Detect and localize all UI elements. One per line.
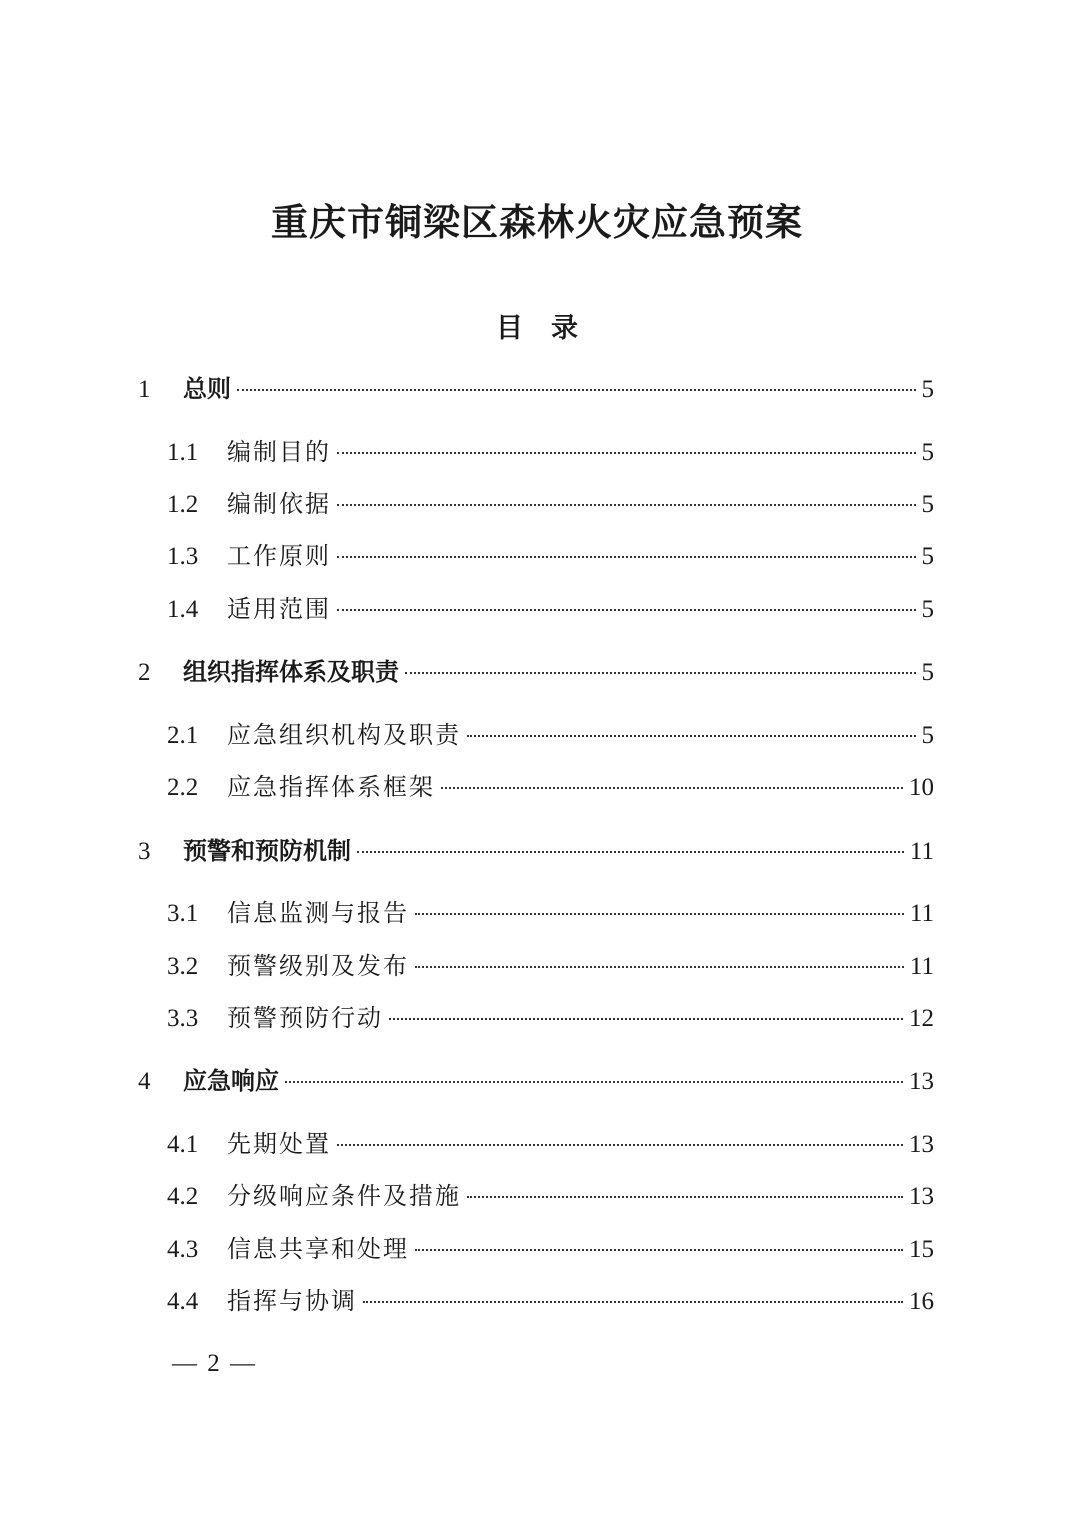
- toc-leader-dots: [337, 504, 916, 506]
- toc-heading: 目录: [496, 313, 606, 344]
- toc-entry-3[interactable]: [138, 831, 934, 871]
- toc-entry-1-3[interactable]: [167, 536, 934, 576]
- toc-page-number: 5: [921, 659, 934, 686]
- toc-leader-dots: [415, 966, 904, 968]
- toc-entry-2-1[interactable]: [167, 715, 934, 755]
- toc-number: 1.4: [167, 596, 199, 623]
- toc-leader-dots: [237, 389, 916, 391]
- toc-entry-3-3[interactable]: [167, 998, 934, 1038]
- toc-title: 适用范围: [227, 595, 331, 623]
- toc-page-number: 5: [921, 376, 934, 403]
- toc-title: 信息共享和处理: [227, 1235, 409, 1263]
- toc-page-number: 15: [909, 1236, 934, 1263]
- toc-title: 组织指挥体系及职责: [183, 658, 399, 686]
- toc-title: 指挥与协调: [227, 1287, 357, 1315]
- toc-entry-4-4[interactable]: [167, 1281, 934, 1321]
- toc-page-number: 5: [921, 543, 934, 570]
- toc-leader-dots: [363, 1301, 903, 1303]
- toc-entry-3-1[interactable]: [167, 893, 934, 933]
- toc-number: 4.2: [167, 1183, 199, 1210]
- toc-number: 3.3: [167, 1005, 199, 1032]
- toc-leader-dots: [415, 1249, 903, 1251]
- toc-number: 3.1: [167, 900, 199, 927]
- toc-number: 3: [138, 838, 151, 865]
- toc-number: 4.1: [167, 1131, 199, 1158]
- toc-page-number: 11: [909, 838, 934, 865]
- toc-page-number: 13: [909, 1183, 934, 1210]
- toc-number: 4: [138, 1068, 151, 1095]
- toc-title: 应急响应: [183, 1067, 279, 1095]
- toc-leader-dots: [405, 672, 916, 674]
- toc-title: 分级响应条件及措施: [227, 1182, 461, 1210]
- toc-leader-dots: [467, 735, 916, 737]
- toc-entry-1-2[interactable]: [167, 484, 934, 524]
- toc-page-number: 13: [909, 1068, 934, 1095]
- toc-page-number: 11: [909, 953, 934, 980]
- toc-title: 预警预防行动: [227, 1004, 383, 1032]
- toc-title: 预警和预防机制: [183, 837, 351, 865]
- toc-page-number: 16: [909, 1288, 934, 1315]
- toc-entry-3-2[interactable]: [167, 946, 934, 986]
- toc-leader-dots: [337, 609, 916, 611]
- toc-title: 编制目的: [227, 438, 331, 466]
- toc-number: 4.4: [167, 1288, 199, 1315]
- toc-page-number: 5: [921, 439, 934, 466]
- toc-number: 1: [138, 376, 151, 403]
- toc-title: 总则: [183, 375, 231, 403]
- toc-entry-4[interactable]: [138, 1061, 934, 1101]
- toc-leader-dots: [441, 787, 903, 789]
- toc-title: 编制依据: [227, 490, 331, 518]
- toc-title: 先期处置: [227, 1130, 331, 1158]
- toc-leader-dots: [415, 913, 904, 915]
- toc-leader-dots: [389, 1018, 903, 1020]
- toc-page-number: 5: [921, 596, 934, 623]
- document-title: 重庆市铜梁区森林火灾应急预案: [271, 200, 803, 244]
- page-number-footer: — 2 —: [172, 1350, 257, 1377]
- toc-number: 3.2: [167, 953, 199, 980]
- toc-leader-dots: [467, 1196, 903, 1198]
- toc-entry-2-2[interactable]: [167, 767, 934, 807]
- toc-number: 2: [138, 659, 151, 686]
- toc-leader-dots: [285, 1081, 903, 1083]
- toc-leader-dots: [337, 556, 916, 558]
- toc-page-number: 12: [909, 1005, 934, 1032]
- toc-leader-dots: [357, 851, 904, 853]
- toc-number: 1.2: [167, 491, 199, 518]
- toc-title: 应急指挥体系框架: [227, 773, 435, 801]
- toc-page-number: 13: [909, 1131, 934, 1158]
- toc-number: 1.1: [167, 439, 199, 466]
- toc-number: 4.3: [167, 1236, 199, 1263]
- toc-leader-dots: [337, 452, 916, 454]
- toc-number: 2.2: [167, 774, 199, 801]
- toc-entry-2[interactable]: [138, 652, 934, 692]
- toc-page-number: 11: [909, 900, 934, 927]
- toc-leader-dots: [337, 1144, 903, 1146]
- toc-title: 预警级别及发布: [227, 952, 409, 980]
- toc-entry-1-4[interactable]: [167, 589, 934, 629]
- toc-title: 信息监测与报告: [227, 899, 409, 927]
- toc-entry-1[interactable]: [138, 369, 934, 409]
- toc-page-number: 5: [921, 722, 934, 749]
- toc-number: 1.3: [167, 543, 199, 570]
- toc-entry-4-3[interactable]: [167, 1229, 934, 1269]
- toc-entry-4-2[interactable]: [167, 1176, 934, 1216]
- toc-page-number: 5: [921, 491, 934, 518]
- toc-title: 工作原则: [227, 542, 331, 570]
- toc-number: 2.1: [167, 722, 199, 749]
- toc-entry-1-1[interactable]: [167, 432, 934, 472]
- toc-page-number: 10: [909, 774, 934, 801]
- toc-title: 应急组织机构及职责: [227, 721, 461, 749]
- toc-entry-4-1[interactable]: [167, 1124, 934, 1164]
